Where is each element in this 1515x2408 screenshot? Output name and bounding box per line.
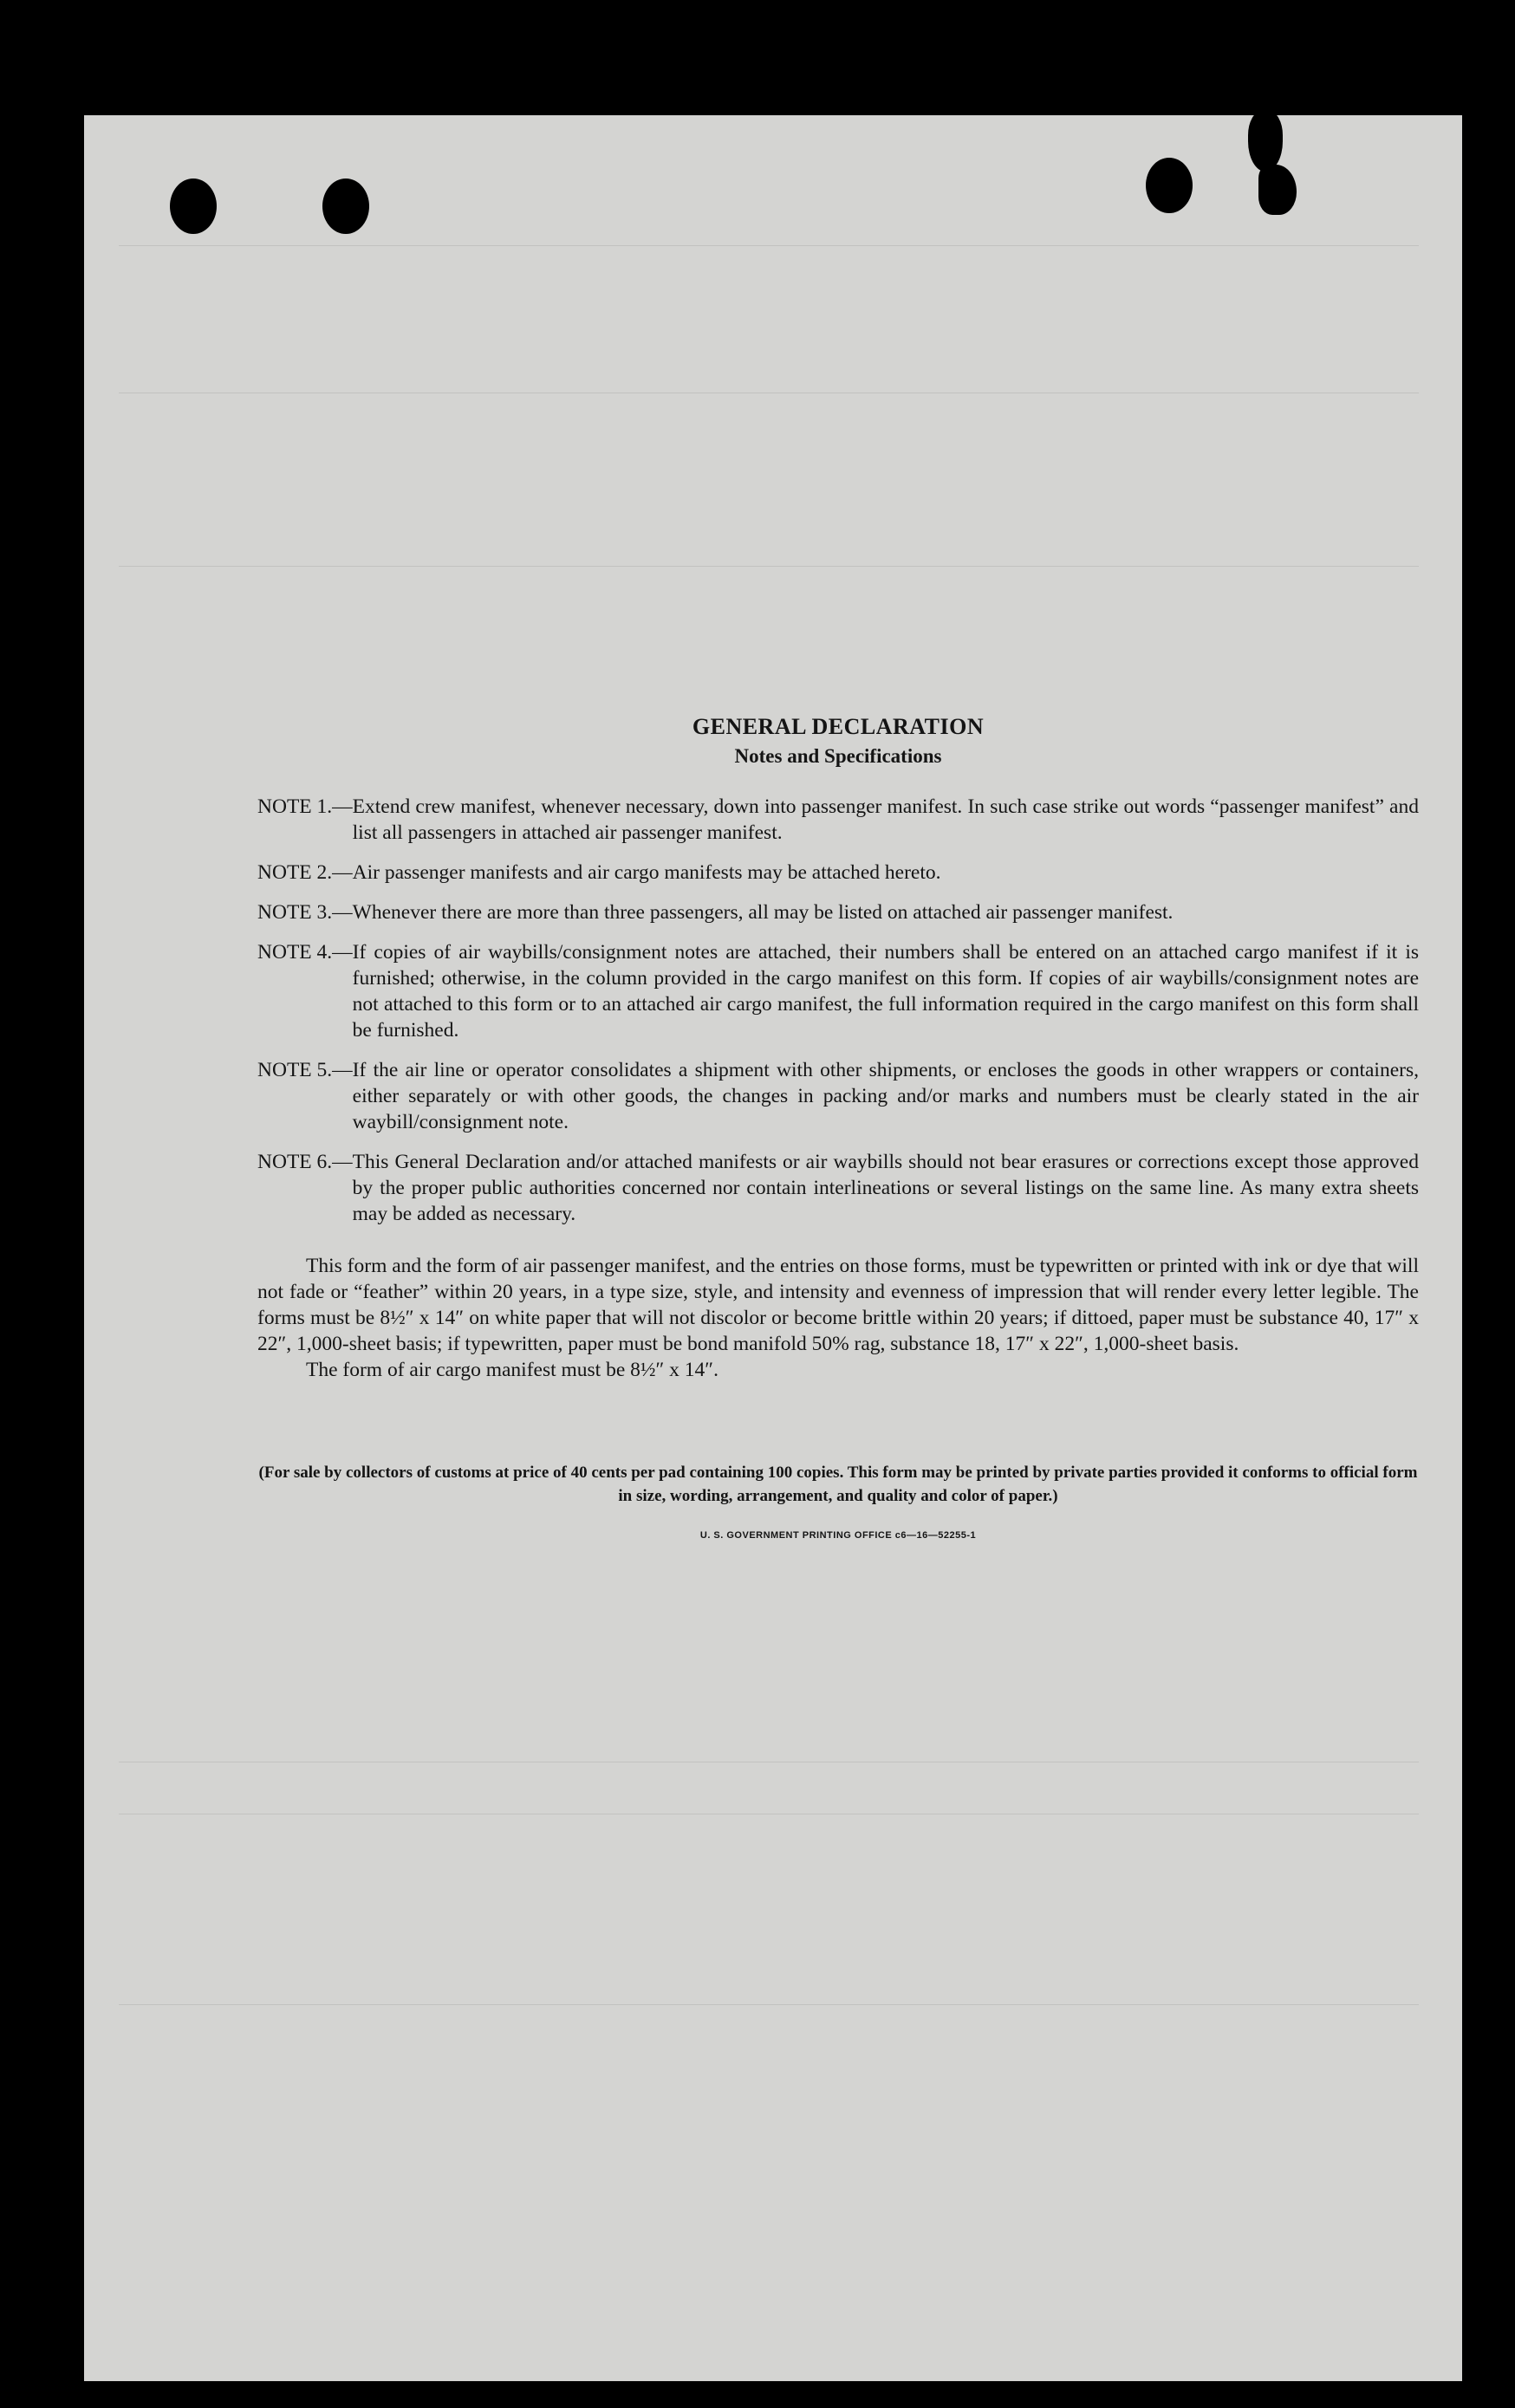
note-label: NOTE 5.— [257, 1059, 353, 1082]
show-through-line [119, 2004, 1419, 2005]
note-text: Air passenger manifests and air cargo manifests may be attached hereto. [352, 861, 941, 885]
printing-office-line: U. S. GOVERNMENT PRINTING OFFICE c6—16—52255-1 [699, 1530, 977, 1542]
sale-notice: (For sale by collectors of customs at price of 40 cents per pad containing 100 copies. This form may be printed by private parties provided it conforms to official form in size, wording, arrangement, and quality and color of paper.) [258, 1464, 1418, 1506]
note-1 [257, 794, 1419, 846]
note-text: If the air line or operator consolidates a shipment with other shipments, or encloses the goods in other wrappers or containers, either separately or with other goods, the changes in packing and/or marks and numbers must be clearly stated in the air waybill/consignment note. [352, 1059, 1419, 1134]
note-3 [257, 899, 1419, 925]
note-label: NOTE 3.— [257, 901, 353, 925]
document-content [257, 713, 1419, 1541]
note-6 [257, 1149, 1419, 1227]
document-subtitle: Notes and Specifications [734, 745, 942, 768]
note-text: If copies of air waybills/consignment notes are attached, their numbers shall be entered on an attached cargo manifest if it is furnished; otherwise, in the column provided in the cargo manifest on this form. If copies of air waybills/consignment notes are not attached to this form or to an attached air cargo manifest, the full information required in the cargo manifest on this form shall be furnished. [352, 941, 1419, 1042]
note-label: NOTE 2.— [257, 861, 353, 885]
note-5 [257, 1057, 1419, 1135]
show-through-line [119, 245, 1419, 246]
document-page [84, 115, 1462, 2381]
punch-hole [322, 178, 369, 234]
form-specification-paragraph: This form and the form of air passenger manifest, and the entries on those forms, must be typewritten or printed with ink or dye that will not fade or “feather” within 20 years, in a type size, style, and intensity and evenness of impression that will render every letter legible. The forms must be 8½″ x 14″ on white paper that will not discolor or become brittle within 20 years; if dittoed, paper must be substance 40, 17″ x 22″, 1,000-sheet basis; if typewritten, paper must be bond manifold 50% rag, substance 18, 17″ x 22″, 1,000-sheet basis. [257, 1255, 1419, 1356]
note-text: Whenever there are more than three passengers, all may be listed on attached air passenger manifest. [352, 901, 1174, 925]
note-label: NOTE 4.— [257, 941, 353, 964]
note-label: NOTE 1.— [257, 795, 353, 819]
note-label: NOTE 6.— [257, 1151, 353, 1174]
note-text: Extend crew manifest, whenever necessary, down into passenger manifest. In such case strike out words “passenger manifest” and list all passengers in attached air passenger manifest. [352, 795, 1419, 845]
punch-hole [170, 178, 217, 234]
note-4 [257, 939, 1419, 1043]
note-text: This General Declaration and/or attached manifests or air waybills should not bear erasures or corrections except those approved by the proper public authorities concerned nor contain interlineations or several listings on the same line. As many extra sheets may be added as necessary. [352, 1151, 1419, 1226]
cargo-manifest-paragraph: The form of air cargo manifest must be 8½″ x 14″. [306, 1359, 718, 1382]
note-2 [257, 860, 1419, 886]
document-title: GENERAL DECLARATION [692, 714, 985, 739]
show-through-line [119, 566, 1419, 567]
ink-blot [1248, 111, 1283, 172]
punch-hole [1146, 158, 1193, 213]
